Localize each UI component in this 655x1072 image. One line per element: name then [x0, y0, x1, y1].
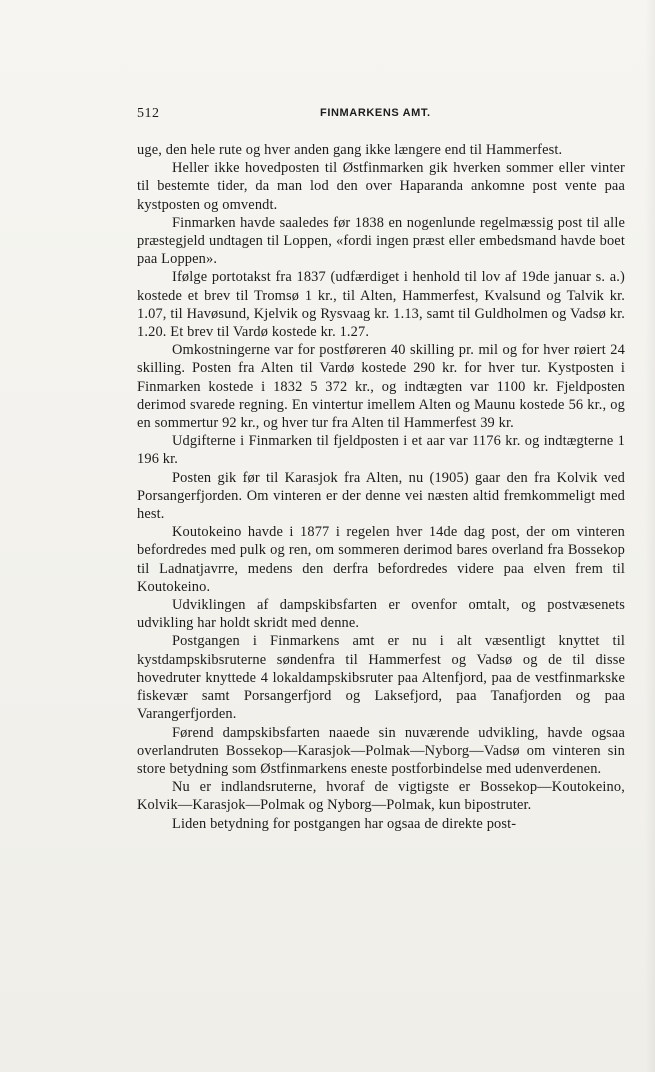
paragraph: Heller ikke hovedposten til Østfinmarken gik hverken sommer eller vinter til bestemte tider, da man lod den over Haparanda ankomne post vente paa kystposten og omvendt.	[137, 160, 625, 213]
paragraph: Koutokeino havde i 1877 i regelen hver 14de dag post, der om vinteren befordredes med pulk og ren, om sommeren derimod bares overland fra Bossekop til Ladnatjavrre, medens den derfra befordredes videre paa elven frem til Koutokeino.	[137, 524, 625, 595]
paragraph: Udviklingen af dampskibsfarten er ovenfor omtalt, og postvæsenets udvikling har holdt skridt med denne.	[137, 597, 625, 632]
paragraph: Finmarken havde saaledes før 1838 en nogenlunde regelmæssig post til alle præstegjeld undtagen til Loppen, «fordi ingen præst eller embedsmand havde boet paa Loppen».	[137, 214, 625, 268]
page-number: 512	[137, 106, 160, 121]
paragraph: Omkostningerne var for postføreren 40 skilling pr. mil og for hver røiert 24 skilling. Posten fra Alten til Vardø kostede 290 kr. for hver tur. Kystposten i Finmarken kostede i 1832 5 372 kr., og indtægten var 1100 kr. Fjeldposten derimod svarede regning. En vintertur imellem Alten og Maunu kostede 56 kr., og en sommertur 92 kr., og hver tur fra Alten til Hammerfest 39 kr.	[137, 342, 625, 432]
paragraph: Førend dampskibsfarten naaede sin nuværende udvikling, havde ogsaa overlandruten Bossekop—Karasjok—Polmak—Nyborg—Vadsø om vinteren sin store betydning som Østfinmarkens eneste postforbindelse med udenverdenen.	[137, 724, 625, 777]
paragraph: Ifølge portotakst fra 1837 (udfærdiget i henhold til lov af 19de januar s. a.) kostede et brev til Tromsø 1 kr., til Alten, Hammerfest, Kvalsund og Talvik kr. 1.07, til Havøsund, Kjelvik og Rysvaag kr. 1.13, samt til Guldholmen og Vadsø kr. 1.20. Et brev til Vardø kostede kr. 1.27.	[137, 269, 625, 341]
paragraph: Nu er indlandsruterne, hvoraf de vigtigste er Bossekop—Koutokeino, Kolvik—Karasjok—Polmak og Nyborg—Polmak, kun bipostruter.	[137, 779, 625, 814]
page-header	[137, 106, 627, 126]
paragraph: Posten gik før til Karasjok fra Alten, nu (1905) gaar den fra Kolvik ved Porsangerfjorden. Om vinteren er der denne vei næsten altid fremkommeligt med hest.	[137, 469, 625, 523]
paragraph: Liden betydning for postgangen har ogsaa de direkte post-	[172, 815, 517, 832]
running-title: FINMARKENS AMT.	[320, 107, 431, 119]
paragraph: uge, den hele rute og hver anden gang ikke længere end til Hammerfest.	[137, 142, 563, 158]
paragraph: Udgifterne i Finmarken til fjeldposten i et aar var 1176 kr. og indtægterne 1 196 kr.	[137, 433, 625, 468]
body-text	[137, 141, 625, 833]
page-edge-shadow	[645, 0, 655, 1072]
paragraph: Postgangen i Finmarkens amt er nu i alt væsentligt knyttet til kystdampskibsruterne søndenfra til Hammerfest og Vadsø og de til disse hovedruter knyttede 4 lokaldampskibsruter paa Altenfjord, paa de vestfinmarkske fiskevær samt Porsangerfjord og Laksefjord, paa Tanafjorden og paa Varangerfjorden.	[137, 633, 625, 723]
